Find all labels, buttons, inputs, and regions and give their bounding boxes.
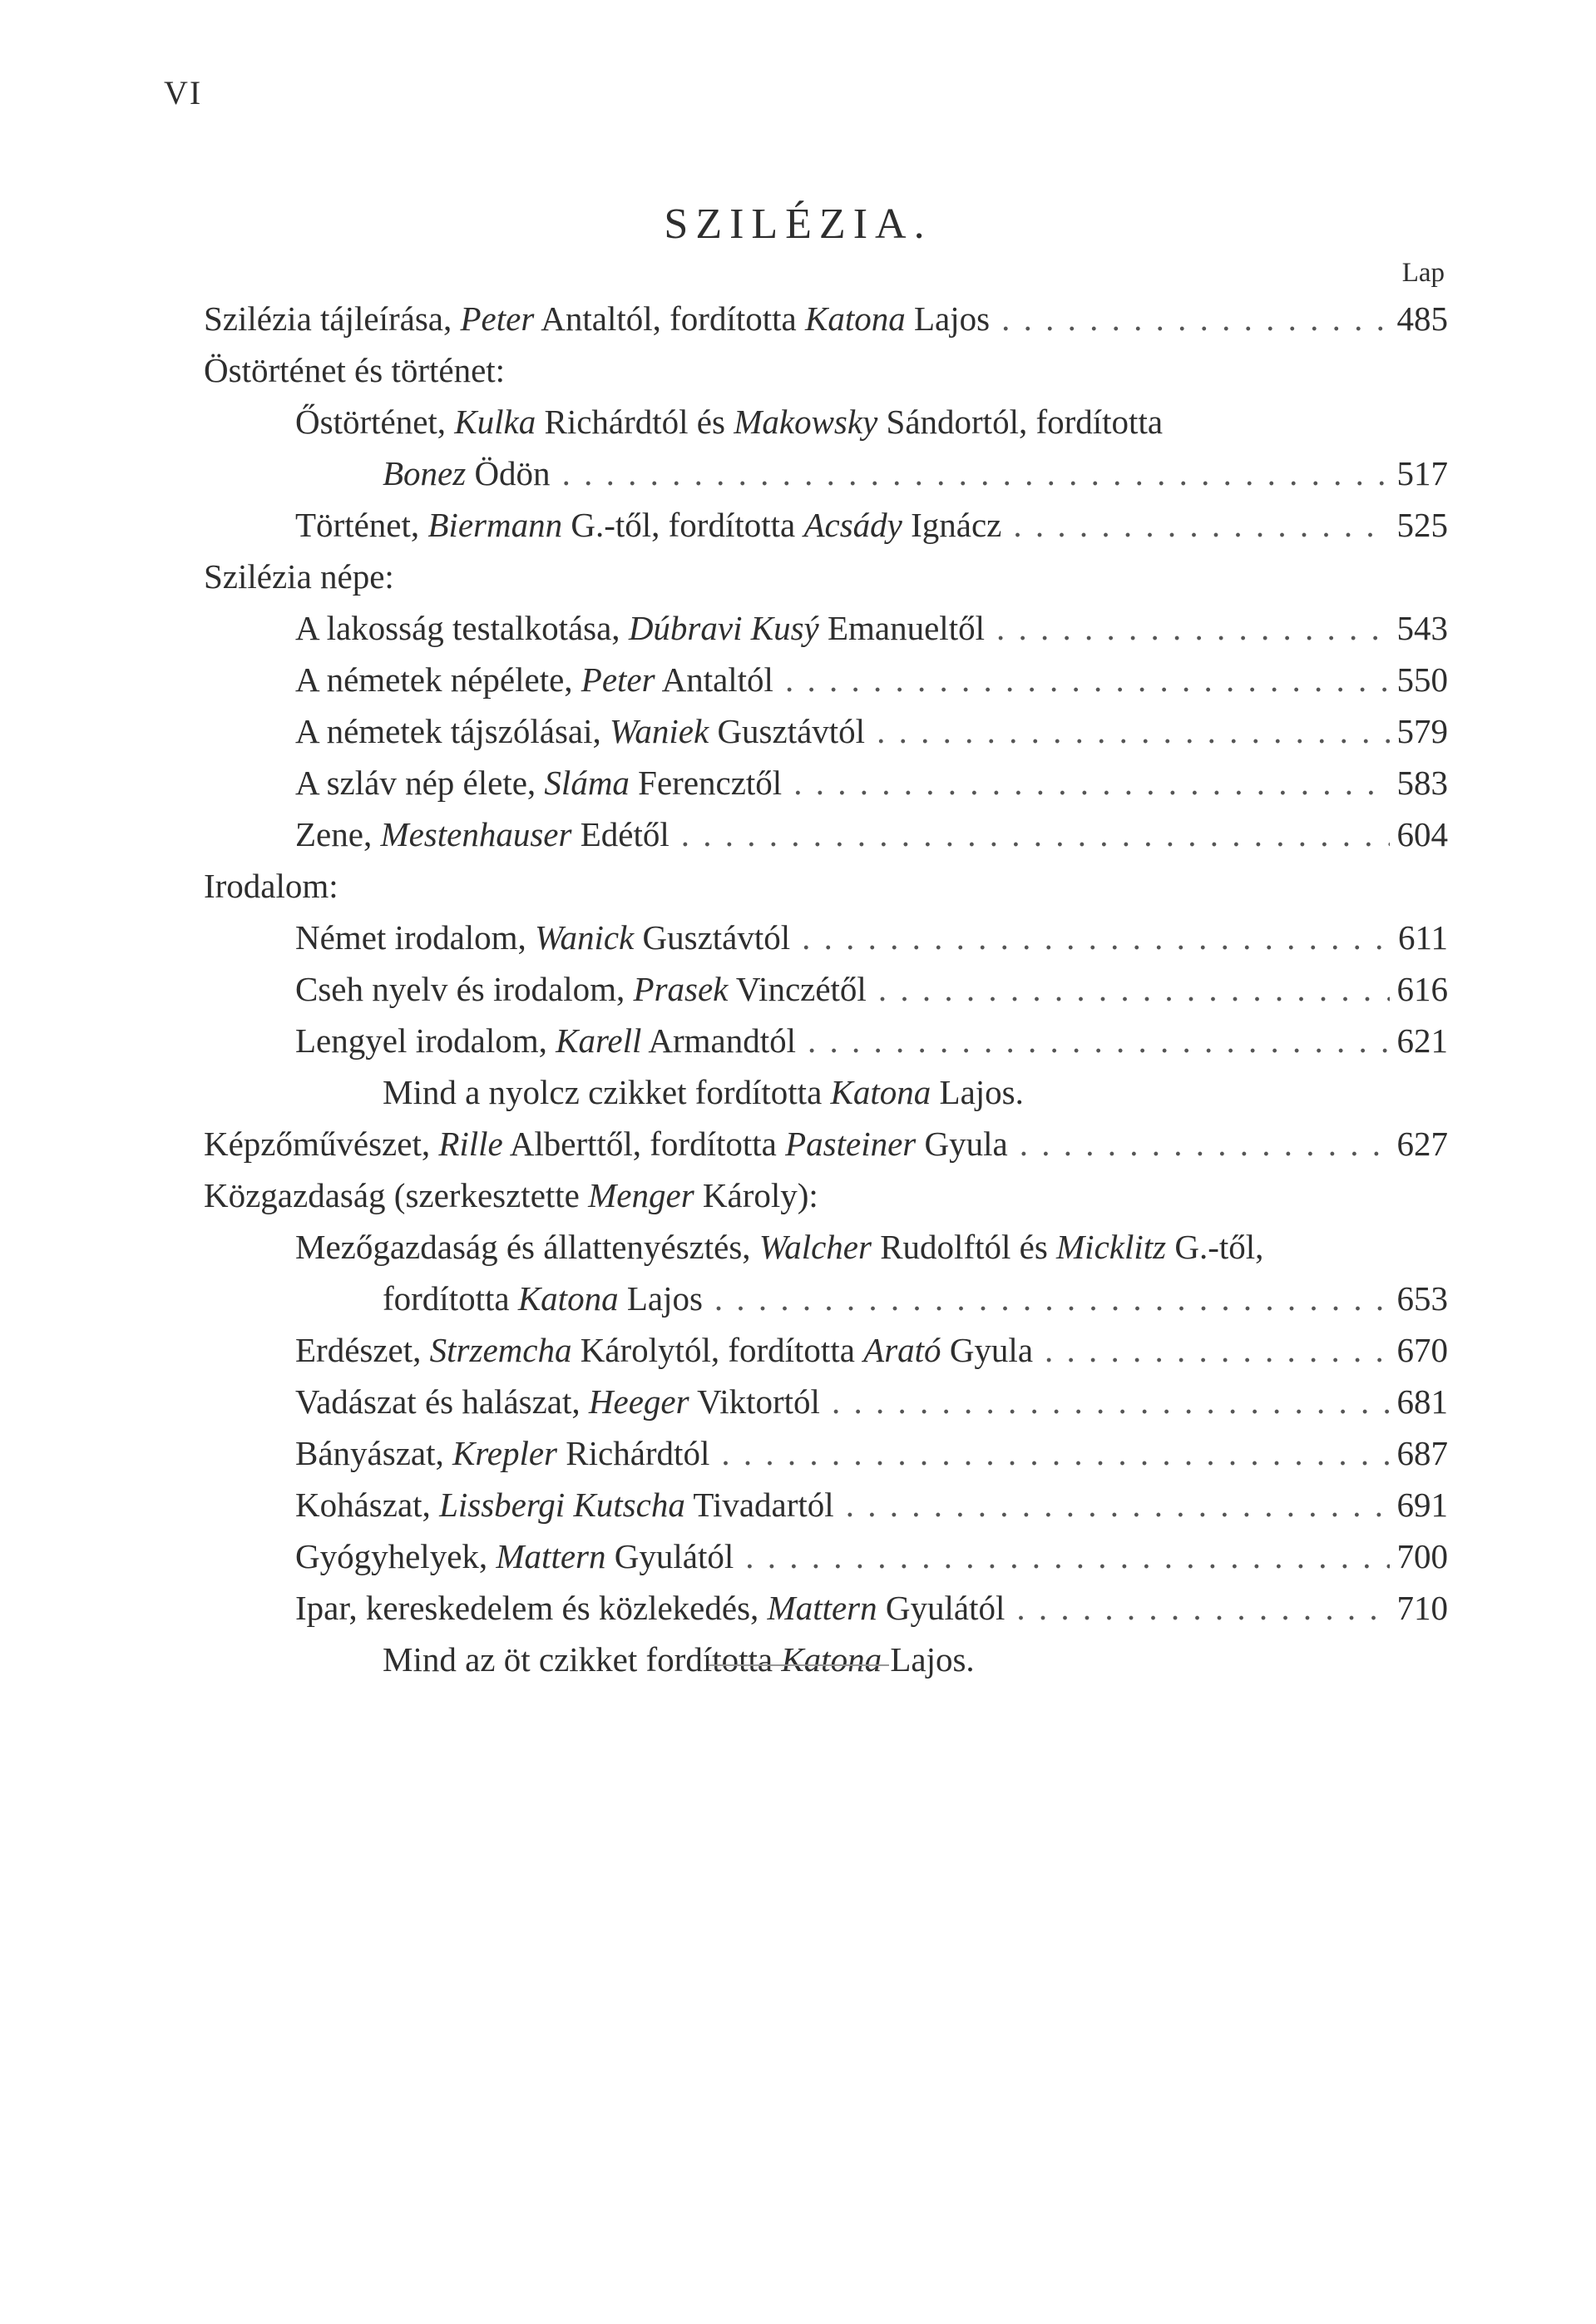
entry-text-segment: G.-től, fordította (562, 506, 804, 544)
author-name: Peter (460, 299, 535, 338)
entry-text-segment: Rudolftól és (871, 1228, 1057, 1266)
toc-page-number: 710 (1396, 1589, 1448, 1627)
toc-entry-text (295, 1221, 1263, 1273)
author-name: Katona (804, 299, 906, 338)
toc-entry-text (295, 1427, 709, 1479)
entry-text-segment: Gusztávtól (709, 712, 866, 750)
dot-leader (790, 912, 1390, 963)
toc-page-number: 550 (1396, 660, 1448, 699)
dot-leader (670, 808, 1390, 860)
entry-text-segment: Károlytól, fordította (571, 1331, 864, 1369)
dot-leader (1001, 499, 1390, 551)
dot-leader (1005, 1582, 1390, 1634)
toc-entry (204, 963, 1448, 1015)
toc-entry-text (295, 1015, 796, 1066)
toc-page-number: 670 (1396, 1331, 1448, 1369)
entry-text-segment: Őstörténet, (295, 403, 455, 441)
dot-leader (734, 1530, 1390, 1582)
toc-entry (204, 1221, 1448, 1273)
toc-entry (204, 860, 1448, 912)
toc-entry (204, 396, 1448, 447)
dot-leader (865, 705, 1390, 757)
toc-entry (204, 1169, 1448, 1221)
toc-page-number: 517 (1396, 454, 1448, 492)
entry-text-segment: G.-től, (1166, 1228, 1264, 1266)
entry-text-segment: Történet, (295, 506, 428, 544)
entry-text-segment: Gyógyhelyek, (295, 1537, 497, 1575)
entry-text-segment: Gyulától (605, 1537, 734, 1575)
entry-text-segment: Lengyel irodalom, (295, 1021, 556, 1060)
entry-text-segment: Erdészet, (295, 1331, 430, 1369)
toc-page-number: 627 (1396, 1125, 1448, 1163)
entry-text-segment: Szilézia tájleírása, (204, 299, 461, 338)
toc-entry (204, 344, 1448, 396)
entry-text-segment: Gyula (941, 1331, 1034, 1369)
entry-text-segment: Szilézia népe: (204, 557, 394, 596)
author-name: Katona (517, 1279, 619, 1318)
page-column-label: Lap (1401, 258, 1445, 288)
toc-entry-text (383, 447, 551, 499)
author-name: Heeger (588, 1382, 689, 1421)
entry-text-segment: Ödön (466, 454, 551, 492)
toc-entry (204, 293, 1448, 344)
entry-text-segment: Mind az öt czikket fordította (383, 1640, 782, 1679)
toc-entry-text (295, 654, 773, 705)
entry-text-segment: Lajos (905, 299, 991, 338)
entry-text-segment: Lajos (618, 1279, 703, 1318)
entry-text-segment: Német irodalom, (295, 918, 536, 957)
toc-entry (204, 912, 1448, 963)
toc-entry-text (204, 1118, 1008, 1169)
author-name: Waniek (610, 712, 709, 750)
entry-text-segment: fordította (383, 1279, 518, 1318)
author-name: Arató (863, 1331, 941, 1369)
dot-leader (703, 1273, 1390, 1324)
toc-entry (204, 1324, 1448, 1376)
toc-entry-text (204, 551, 394, 602)
toc-page-number: 604 (1396, 815, 1448, 853)
divider-rule (709, 1664, 889, 1666)
author-name: Micklitz (1056, 1228, 1167, 1266)
entry-text-segment: A németek népélete, (295, 660, 581, 699)
toc-entry (204, 1530, 1448, 1582)
author-name: Acsády (803, 506, 902, 544)
toc-entry-text (295, 912, 790, 963)
entry-text-segment: Mind a nyolcz czikket fordította (383, 1073, 831, 1111)
toc-entry-text (295, 963, 867, 1015)
toc-entry (204, 1427, 1448, 1479)
toc-entry (204, 602, 1448, 654)
toc-entry-text (295, 705, 865, 757)
toc-page-number: 653 (1396, 1279, 1448, 1318)
dot-leader (782, 757, 1390, 808)
toc-entry (204, 705, 1448, 757)
toc-entry-text (204, 1169, 818, 1221)
author-name: Walcher (758, 1228, 872, 1266)
toc-entry (204, 447, 1448, 499)
entry-text-segment: Kohászat, (295, 1486, 440, 1524)
toc-page-number: 681 (1396, 1382, 1448, 1421)
entry-text-segment: Lajos. (931, 1073, 1024, 1111)
toc-page-number: 485 (1396, 299, 1448, 338)
dot-leader (796, 1015, 1390, 1066)
entry-text-segment: Armandtól (641, 1021, 796, 1060)
toc-page-number: 687 (1396, 1434, 1448, 1472)
entry-text-segment: Emanueltől (818, 609, 985, 647)
author-name: Kulka (454, 403, 536, 441)
toc-entry-text (204, 860, 338, 912)
page-number-folio: VI (164, 74, 203, 111)
toc-entry-text (295, 808, 670, 860)
author-name: Makowsky (734, 403, 878, 441)
toc-entry (204, 1479, 1448, 1530)
author-name: Peter (581, 660, 655, 699)
toc-entry (204, 1015, 1448, 1066)
entry-text-segment: Antaltól, fordította (534, 299, 805, 338)
entry-text-segment: A németek tájszólásai, (295, 712, 610, 750)
author-name: Katona (830, 1073, 931, 1111)
toc-entry (204, 551, 1448, 602)
toc-entry (204, 1273, 1448, 1324)
entry-text-segment: Vinczétől (728, 970, 867, 1008)
author-name: Prasek (633, 970, 729, 1008)
entry-text-segment: Irodalom: (204, 867, 338, 905)
entry-text-segment: Vadászat és halászat, (295, 1382, 589, 1421)
author-name: Katona (781, 1640, 882, 1679)
toc-entry-text (295, 396, 1163, 447)
entry-text-segment: Alberttől, fordította (502, 1125, 786, 1163)
toc-page-number: 583 (1396, 764, 1448, 802)
toc-page-number: 691 (1396, 1486, 1448, 1524)
toc-entry-text (204, 293, 990, 344)
toc-entry-text (295, 1530, 734, 1582)
toc-page-number: 525 (1396, 506, 1448, 544)
entry-text-segment: Ferencztől (629, 764, 783, 802)
author-name: Bonez (383, 454, 467, 492)
toc-entry (204, 1582, 1448, 1634)
author-name: Biermann (427, 506, 563, 544)
dot-leader (1008, 1118, 1390, 1169)
author-name: Dúbravi Kusý (628, 609, 819, 647)
toc-entry (204, 808, 1448, 860)
entry-text-segment: Tivadartól (684, 1486, 834, 1524)
toc-entry-text (295, 499, 1001, 551)
toc-note (204, 1634, 1448, 1685)
dot-leader (985, 602, 1390, 654)
toc-page-number: 611 (1398, 918, 1448, 957)
toc-note (204, 1066, 1448, 1118)
author-name: Strzemcha (429, 1331, 572, 1369)
entry-text-segment: Ignácz (902, 506, 1002, 544)
entry-text-segment: Edétől (571, 815, 670, 853)
author-name: Krepler (452, 1434, 558, 1472)
entry-text-segment: Gyulától (877, 1589, 1006, 1627)
dot-leader (1033, 1324, 1390, 1376)
dot-leader (709, 1427, 1390, 1479)
toc-entry-text (383, 1273, 703, 1324)
entry-text-segment: A szláv nép élete, (295, 764, 545, 802)
toc-entry-text (204, 344, 505, 396)
entry-text-segment: Gyula (916, 1125, 1008, 1163)
author-name: Rille (438, 1125, 503, 1163)
toc-entry (204, 654, 1448, 705)
entry-text-segment: Richárdtól (557, 1434, 710, 1472)
toc-page-number: 543 (1396, 609, 1448, 647)
author-name: Mattern (496, 1537, 606, 1575)
toc-entry (204, 499, 1448, 551)
entry-text-segment: Gusztávtól (634, 918, 791, 957)
entry-text-segment: Bányászat, (295, 1434, 452, 1472)
dot-leader (834, 1479, 1390, 1530)
dot-leader (551, 447, 1390, 499)
toc-entry-text (383, 1634, 975, 1685)
toc-entry (204, 1118, 1448, 1169)
entry-text-segment: Zene, (295, 815, 381, 853)
entry-text-segment: Károly): (694, 1176, 818, 1214)
entry-text-segment: Sándortól, fordította (877, 403, 1164, 441)
table-of-contents (204, 293, 1448, 1685)
entry-text-segment: Östörténet és történet: (204, 351, 506, 389)
entry-text-segment: Richárdtól és (536, 403, 734, 441)
toc-entry-text (295, 1376, 820, 1427)
author-name: Pasteiner (785, 1125, 917, 1163)
toc-entry-text (295, 1324, 1033, 1376)
entry-text-segment: A lakosság testalkotása, (295, 609, 629, 647)
author-name: Menger (588, 1176, 694, 1214)
toc-entry-text (295, 602, 985, 654)
entry-text-segment: Közgazdaság (szerkesztette (204, 1176, 589, 1214)
entry-text-segment: Képzőművészet, (204, 1125, 439, 1163)
entry-text-segment: Lajos. (882, 1640, 975, 1679)
dot-leader (990, 293, 1390, 344)
dot-leader (773, 654, 1390, 705)
entry-text-segment: Antaltól (655, 660, 773, 699)
toc-entry (204, 757, 1448, 808)
toc-entry-text (383, 1066, 1024, 1118)
toc-entry-text (295, 757, 782, 808)
entry-text-segment: Cseh nyelv és irodalom, (295, 970, 634, 1008)
entry-text-segment: Viktortól (689, 1382, 820, 1421)
toc-page-number: 616 (1396, 970, 1448, 1008)
entry-text-segment: Mezőgazdaság és állattenyésztés, (295, 1228, 759, 1266)
toc-page-number: 579 (1396, 712, 1448, 750)
toc-page-number: 621 (1396, 1021, 1448, 1060)
toc-page-number: 700 (1396, 1537, 1448, 1575)
dot-leader (867, 963, 1390, 1015)
entry-text-segment: Ipar, kereskedelem és közlekedés, (295, 1589, 768, 1627)
author-name: Mattern (767, 1589, 877, 1627)
dot-leader (820, 1376, 1390, 1427)
toc-entry (204, 1376, 1448, 1427)
author-name: Mestenhauser (380, 815, 572, 853)
section-title: SZILÉZIA. (664, 200, 932, 248)
author-name: Wanick (535, 918, 635, 957)
author-name: Karell (556, 1021, 642, 1060)
author-name: Lissbergi Kutscha (439, 1486, 685, 1524)
author-name: Sláma (544, 764, 630, 802)
toc-entry-text (295, 1479, 834, 1530)
toc-entry-text (295, 1582, 1005, 1634)
